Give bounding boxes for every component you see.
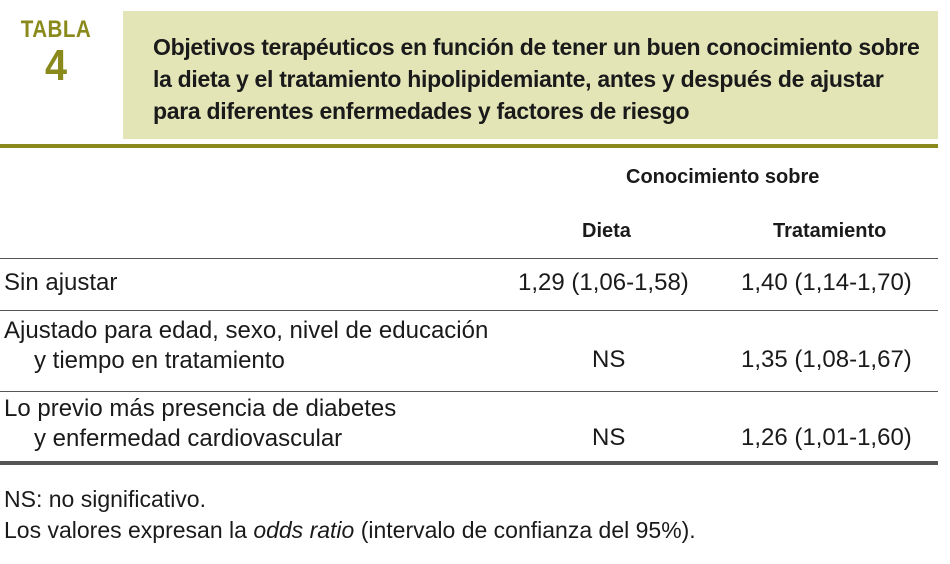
cell-row1-dieta: 1,29 (1,06-1,58) <box>518 269 689 296</box>
row-label-line1: Ajustado para edad, sexo, nivel de educación <box>4 317 489 344</box>
table-label-word: TABLA <box>20 16 92 43</box>
header-accent-rule <box>0 144 938 148</box>
column-header-dieta: Dieta <box>582 220 631 242</box>
row-label-lo-previo <box>4 394 396 454</box>
cell-row1-tratamiento: 1,40 (1,14-1,70) <box>741 269 912 296</box>
row-label-line2: y enfermedad cardiovascular <box>34 425 343 452</box>
row-label-ajustado <box>4 316 488 376</box>
cell-row2-dieta: NS <box>592 346 626 373</box>
footnote-values-prefix: Los valores expresan la <box>4 517 254 543</box>
title-box <box>123 11 938 139</box>
row-divider <box>0 310 938 311</box>
row-label-sin-ajustar: Sin ajustar <box>4 269 118 296</box>
row-divider <box>0 391 938 392</box>
row-label-line2: y tiempo en tratamiento <box>34 347 285 374</box>
column-group-header: Conocimiento sobre <box>626 166 820 188</box>
footnote-values <box>4 515 696 545</box>
table-label <box>0 18 112 88</box>
cell-row3-tratamiento: 1,26 (1,01-1,60) <box>741 424 912 451</box>
header-divider <box>0 258 938 259</box>
row-label-line1: Lo previo más presencia de diabetes <box>4 395 397 422</box>
table-label-number: 4 <box>44 41 68 90</box>
cell-row2-tratamiento: 1,35 (1,08-1,67) <box>741 346 912 373</box>
column-header-tratamiento: Tratamiento <box>773 220 887 242</box>
footnote-values-italic: odds ratio <box>253 517 355 543</box>
footnote-ns: NS: no significativo. <box>4 486 206 512</box>
table-title: Objetivos terapéuticos en función de tener un buen conocimiento sobre la dieta y el tratamiento hipolipidemiante, antes y después de ajustar para diferentes enfermedades y factores de riesgo <box>153 34 920 124</box>
footnote-values-suffix: (intervalo de confianza del 95%). <box>354 517 696 543</box>
cell-row3-dieta: NS <box>592 424 626 451</box>
table-bottom-rule <box>0 461 938 465</box>
